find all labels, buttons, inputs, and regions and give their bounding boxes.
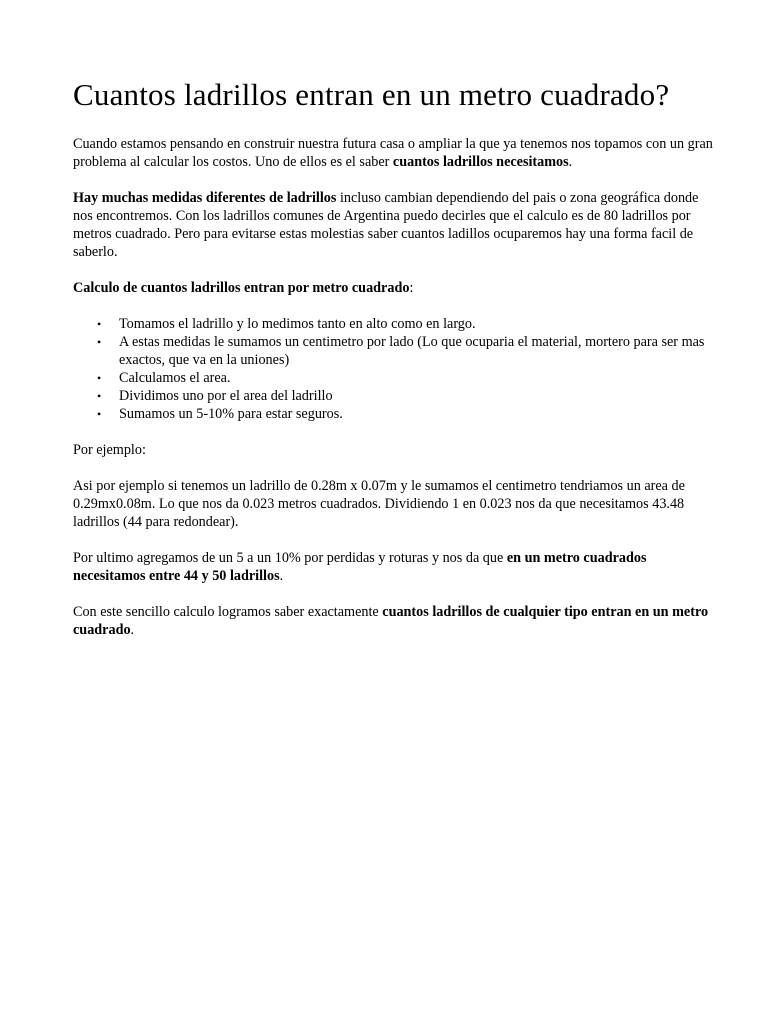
result-bold: en un metro cuadrados necesitamos entre 44 y 50 ladrillos [73,550,647,584]
sizes-bold: Hay muchas medidas diferentes de ladrillos [73,190,337,206]
conclusion-bold: cuantos ladrillos de cualquier tipo entran en un metro cuadrado [73,604,709,638]
list-item [97,369,713,387]
intro-text: Cuando estamos pensando en construir nuestra futura casa o ampliar la que ya tenemos nos topamos con un gran problema al calcular los costos. Uno de ellos es el saber [73,136,713,170]
list-item [97,315,713,333]
list-item [97,387,713,405]
intro-paragraph [73,135,713,171]
example-paragraph: Asi por ejemplo si tenemos un ladrillo de 0.28m x 0.07m y le sumamos el centimetro tendriamos un area de 0.29mx0.08m. Lo que nos da 0.023 metros cuadrados. Dividiendo 1 en 0.023 nos da que necesitamos 43.48 ladrillos (44 para redondear). [73,478,685,530]
conclusion-text: Con este sencillo calculo logramos saber exactamente [73,604,383,620]
list-item-text: Calculamos el area. [119,370,231,386]
bullet-icon: • [97,389,102,403]
example-label: Por ejemplo: [73,442,146,458]
calc-heading-colon: : [409,280,414,296]
page-title: Cuantos ladrillos entran en un metro cuadrado? [73,77,670,112]
list-item-text: Sumamos un 5-10% para estar seguros. [119,406,343,422]
conclusion-end: . [130,622,135,638]
list-item-text: Dividimos uno por el area del ladrillo [119,388,333,404]
sizes-text: incluso cambian dependiendo del pais o zona geográfica donde nos encontremos. Con los ladrillos comunes de Argentina puedo decirles que el calculo es de 80 ladrillos por metros cuadrado. Pero para evitarse estas molestias saber cuantos ladillos ocuparemos hay una forma facil de saberlo. [73,190,699,260]
document-body [73,76,713,657]
intro-end: . [568,154,573,170]
list-item-text: A estas medidas le sumamos un centimetro por lado (Lo que ocuparia el material, mortero para ser mas exactos, que va en la uniones) [119,334,705,368]
calc-heading-bold: Calculo de cuantos ladrillos entran por metro cuadrado [73,280,410,296]
calc-heading-paragraph [73,279,713,297]
intro-bold: cuantos ladrillos necesitamos [392,154,569,170]
conclusion-paragraph [73,603,713,639]
bullet-icon: • [97,407,102,421]
result-paragraph [73,549,713,585]
sizes-paragraph [73,189,713,261]
steps-list [73,315,713,423]
list-item-text: Tomamos el ladrillo y lo medimos tanto en alto como en largo. [119,316,476,332]
bullet-icon: • [97,371,102,385]
bullet-icon: • [97,317,102,331]
bullet-icon: • [97,335,102,349]
result-text: Por ultimo agregamos de un 5 a un 10% por perdidas y roturas y nos da que [73,550,507,566]
list-item [97,405,713,423]
list-item [97,333,713,369]
result-end: . [279,568,284,584]
